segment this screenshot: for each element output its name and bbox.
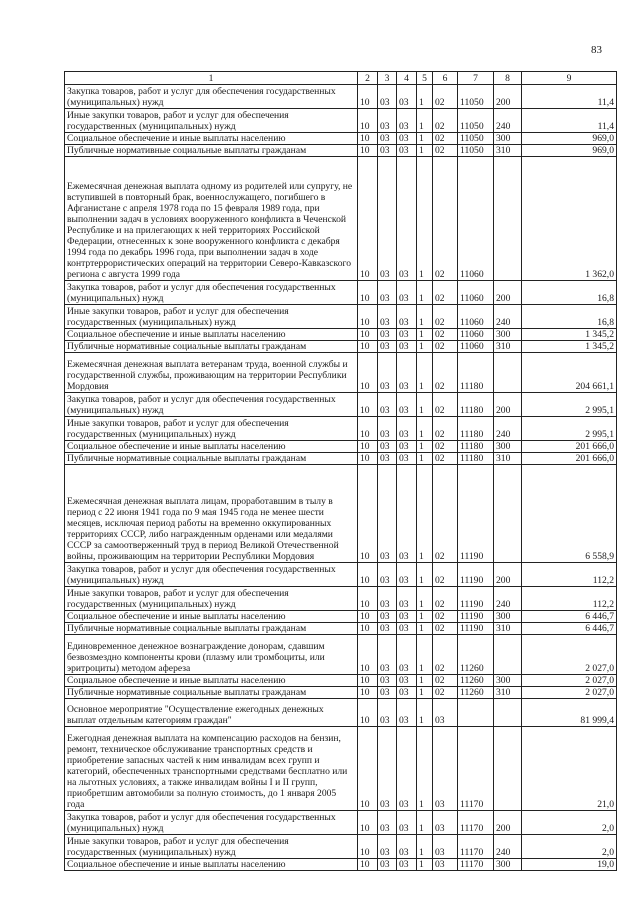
direction-code-cell: 11170 [458, 727, 494, 811]
table-body [65, 85, 617, 871]
column-header: 3 [378, 72, 397, 85]
direction-code-cell: 11060 [458, 157, 494, 281]
table-row [65, 675, 617, 687]
item-name-cell: Ежегодная денежная выплата на компенсацию расходов на бензин, ремонт, техническое обслуживание транспортных средств и приобретение запасных частей к ним инвалидам всех групп и категорий, обеспеченных транспортными средствами бесплатно или на льготных условиях, а также инвалидам войны I и II групп, приобретшим автомобили за полную стоимость, до 1 января 2005 года [65, 727, 358, 811]
subsection-code-cell: 03 [378, 563, 397, 587]
amount-cell: 2 995,1 [522, 393, 617, 417]
item-name-cell: Иные закупки товаров, работ и услуг для обеспечения государственных (муниципальных) нужд [65, 109, 358, 133]
direction-code-cell: 11190 [458, 611, 494, 623]
amount-cell: 969,0 [522, 133, 617, 145]
program-code-cell: 03 [397, 465, 417, 563]
item-name-cell: Социальное обеспечение и иные выплаты населению [65, 859, 358, 871]
program-code-cell: 03 [397, 687, 417, 699]
program-code-cell: 03 [397, 623, 417, 635]
subsection-code-cell: 03 [378, 281, 397, 305]
direction-code-cell: 11170 [458, 811, 494, 835]
table-row [65, 835, 617, 859]
subsection-code-cell: 03 [378, 453, 397, 465]
amount-cell: 2 027,0 [522, 635, 617, 675]
item-name-cell: Социальное обеспечение и иные выплаты населению [65, 675, 358, 687]
section-code-cell: 10 [358, 393, 378, 417]
item-name-cell: Закупка товаров, работ и услуг для обеспечения государственных (муниципальных) нужд [65, 563, 358, 587]
subprogram-code-cell: 1 [417, 393, 433, 417]
program-code-cell: 03 [397, 145, 417, 157]
table-row [65, 441, 617, 453]
event-code-cell: 02 [433, 453, 458, 465]
section-code-cell: 10 [358, 145, 378, 157]
program-code-cell: 03 [397, 563, 417, 587]
item-name-cell: Закупка товаров, работ и услуг для обеспечения государственных (муниципальных) нужд [65, 393, 358, 417]
section-code-cell: 10 [358, 281, 378, 305]
expense-type-code-cell: 310 [494, 623, 522, 635]
expense-type-code-cell: 240 [494, 587, 522, 611]
subsection-code-cell: 03 [378, 353, 397, 393]
item-name-cell: Иные закупки товаров, работ и услуг для обеспечения государственных (муниципальных) нужд [65, 835, 358, 859]
section-code-cell: 10 [358, 441, 378, 453]
program-code-cell: 03 [397, 305, 417, 329]
section-code-cell: 10 [358, 835, 378, 859]
event-code-cell: 02 [433, 281, 458, 305]
amount-cell: 112,2 [522, 587, 617, 611]
program-code-cell: 03 [397, 133, 417, 145]
amount-cell: 2,0 [522, 835, 617, 859]
program-code-cell: 03 [397, 587, 417, 611]
table-row [65, 393, 617, 417]
item-name-cell: Публичные нормативные социальные выплаты гражданам [65, 453, 358, 465]
table-row [65, 157, 617, 281]
section-code-cell: 10 [358, 859, 378, 871]
item-name-cell: Социальное обеспечение и иные выплаты населению [65, 133, 358, 145]
program-code-cell: 03 [397, 85, 417, 109]
column-header: 1 [65, 72, 358, 85]
item-name-cell: Единовременное денежное вознаграждение донорам, сдавшим безвозмездно компоненты крови (плазму или тромбоциты, или эритроциты) методом афереза [65, 635, 358, 675]
column-header: 4 [397, 72, 417, 85]
subprogram-code-cell: 1 [417, 563, 433, 587]
direction-code-cell: 11180 [458, 441, 494, 453]
item-name-cell: Социальное обеспечение и иные выплаты населению [65, 441, 358, 453]
expense-type-code-cell: 310 [494, 145, 522, 157]
program-code-cell: 03 [397, 441, 417, 453]
direction-code-cell: 11180 [458, 353, 494, 393]
subsection-code-cell: 03 [378, 727, 397, 811]
direction-code-cell: 11050 [458, 145, 494, 157]
expense-type-code-cell: 300 [494, 441, 522, 453]
amount-cell: 11,4 [522, 85, 617, 109]
expense-type-code-cell [494, 157, 522, 281]
direction-code-cell: 11260 [458, 635, 494, 675]
subsection-code-cell: 03 [378, 441, 397, 453]
subsection-code-cell: 03 [378, 305, 397, 329]
expense-type-code-cell [494, 635, 522, 675]
direction-code-cell: 11050 [458, 109, 494, 133]
program-code-cell: 03 [397, 835, 417, 859]
table-row [65, 859, 617, 871]
event-code-cell: 03 [433, 835, 458, 859]
event-code-cell: 02 [433, 687, 458, 699]
subprogram-code-cell: 1 [417, 727, 433, 811]
table-row [65, 727, 617, 811]
amount-cell: 201 666,0 [522, 441, 617, 453]
amount-cell: 21,0 [522, 727, 617, 811]
subsection-code-cell: 03 [378, 417, 397, 441]
subprogram-code-cell: 1 [417, 157, 433, 281]
amount-cell: 2 027,0 [522, 687, 617, 699]
subsection-code-cell: 03 [378, 587, 397, 611]
amount-cell: 6 446,7 [522, 611, 617, 623]
program-code-cell: 03 [397, 699, 417, 727]
table-row [65, 353, 617, 393]
section-code-cell: 10 [358, 109, 378, 133]
table-row [65, 305, 617, 329]
amount-cell: 6 446,7 [522, 623, 617, 635]
expense-type-code-cell: 200 [494, 85, 522, 109]
program-code-cell: 03 [397, 329, 417, 341]
expense-type-code-cell: 300 [494, 859, 522, 871]
subprogram-code-cell: 1 [417, 859, 433, 871]
section-code-cell: 10 [358, 465, 378, 563]
section-code-cell: 10 [358, 687, 378, 699]
event-code-cell: 02 [433, 675, 458, 687]
table-row [65, 453, 617, 465]
table-row [65, 85, 617, 109]
subsection-code-cell: 03 [378, 393, 397, 417]
column-header: 7 [458, 72, 494, 85]
event-code-cell: 02 [433, 109, 458, 133]
column-header: 8 [494, 72, 522, 85]
program-code-cell: 03 [397, 109, 417, 133]
expense-type-code-cell: 240 [494, 417, 522, 441]
program-code-cell: 03 [397, 675, 417, 687]
subprogram-code-cell: 1 [417, 835, 433, 859]
section-code-cell: 10 [358, 623, 378, 635]
section-code-cell: 10 [358, 353, 378, 393]
event-code-cell: 02 [433, 465, 458, 563]
column-header: 5 [417, 72, 433, 85]
event-code-cell: 03 [433, 811, 458, 835]
subsection-code-cell: 03 [378, 835, 397, 859]
section-code-cell: 10 [358, 699, 378, 727]
direction-code-cell [458, 699, 494, 727]
event-code-cell: 02 [433, 353, 458, 393]
section-code-cell: 10 [358, 453, 378, 465]
subprogram-code-cell: 1 [417, 305, 433, 329]
expense-type-code-cell: 240 [494, 835, 522, 859]
subprogram-code-cell: 1 [417, 675, 433, 687]
direction-code-cell: 11060 [458, 341, 494, 353]
event-code-cell: 02 [433, 329, 458, 341]
expense-type-code-cell [494, 699, 522, 727]
program-code-cell: 03 [397, 453, 417, 465]
event-code-cell: 02 [433, 611, 458, 623]
event-code-cell: 02 [433, 417, 458, 441]
section-code-cell: 10 [358, 587, 378, 611]
column-header: 9 [522, 72, 617, 85]
expense-type-code-cell: 200 [494, 563, 522, 587]
subsection-code-cell: 03 [378, 85, 397, 109]
subprogram-code-cell: 1 [417, 465, 433, 563]
subsection-code-cell: 03 [378, 133, 397, 145]
event-code-cell: 03 [433, 859, 458, 871]
direction-code-cell: 11260 [458, 675, 494, 687]
section-code-cell: 10 [358, 727, 378, 811]
subsection-code-cell: 03 [378, 329, 397, 341]
direction-code-cell: 11170 [458, 859, 494, 871]
section-code-cell: 10 [358, 563, 378, 587]
header-row [65, 72, 617, 85]
expense-type-code-cell: 300 [494, 611, 522, 623]
table-row [65, 417, 617, 441]
item-name-cell: Ежемесячная денежная выплата ветеранам труда, военной службы и государственной службы, проживающим на территории Республики Мордовия [65, 353, 358, 393]
expense-type-code-cell: 310 [494, 341, 522, 353]
table-row [65, 281, 617, 305]
item-name-cell: Закупка товаров, работ и услуг для обеспечения государственных (муниципальных) нужд [65, 85, 358, 109]
subprogram-code-cell: 1 [417, 441, 433, 453]
section-code-cell: 10 [358, 85, 378, 109]
direction-code-cell: 11060 [458, 305, 494, 329]
amount-cell: 1 345,2 [522, 329, 617, 341]
table-row [65, 109, 617, 133]
item-name-cell: Закупка товаров, работ и услуг для обеспечения государственных (муниципальных) нужд [65, 811, 358, 835]
event-code-cell: 02 [433, 623, 458, 635]
table-row [65, 611, 617, 623]
amount-cell: 969,0 [522, 145, 617, 157]
amount-cell: 16,8 [522, 281, 617, 305]
expense-type-code-cell: 300 [494, 133, 522, 145]
item-name-cell: Публичные нормативные социальные выплаты гражданам [65, 145, 358, 157]
section-code-cell: 10 [358, 305, 378, 329]
item-name-cell: Социальное обеспечение и иные выплаты населению [65, 329, 358, 341]
event-code-cell: 02 [433, 635, 458, 675]
event-code-cell: 02 [433, 563, 458, 587]
subprogram-code-cell: 1 [417, 587, 433, 611]
amount-cell: 112,2 [522, 563, 617, 587]
direction-code-cell: 11190 [458, 623, 494, 635]
item-name-cell: Иные закупки товаров, работ и услуг для обеспечения государственных (муниципальных) нужд [65, 305, 358, 329]
table-row [65, 623, 617, 635]
item-name-cell: Основное мероприятие "Осуществление ежегодных денежных выплат отдельным категориям граждан" [65, 699, 358, 727]
subprogram-code-cell: 1 [417, 611, 433, 623]
item-name-cell: Публичные нормативные социальные выплаты гражданам [65, 687, 358, 699]
expense-type-code-cell: 200 [494, 281, 522, 305]
item-name-cell: Иные закупки товаров, работ и услуг для обеспечения государственных (муниципальных) нужд [65, 417, 358, 441]
direction-code-cell: 11060 [458, 281, 494, 305]
program-code-cell: 03 [397, 611, 417, 623]
table-row [65, 587, 617, 611]
subprogram-code-cell: 1 [417, 635, 433, 675]
event-code-cell: 02 [433, 85, 458, 109]
program-code-cell: 03 [397, 341, 417, 353]
column-header: 6 [433, 72, 458, 85]
item-name-cell: Ежемесячная денежная выплата одному из родителей или супругу, не вступившей в повторный брак, военнослужащего, погибшего в Афганистане с апреля 1978 года по 15 февраля 1989 года, при выполнении задач в условиях вооруженного конфликта в Чеченской Республике и на прилегающих к ней территориях Российской Федерации, отнесенных к зоне вооруженного конфликта с декабря 1994 года по декабрь 1996 года, при выполнении задач в ходе контртеррористических операций на территории Северо-Кавказского региона с августа 1999 года [65, 157, 358, 281]
subsection-code-cell: 03 [378, 699, 397, 727]
direction-code-cell: 11190 [458, 465, 494, 563]
direction-code-cell: 11180 [458, 393, 494, 417]
event-code-cell: 02 [433, 145, 458, 157]
program-code-cell: 03 [397, 157, 417, 281]
table-row [65, 699, 617, 727]
subprogram-code-cell: 1 [417, 145, 433, 157]
direction-code-cell: 11190 [458, 587, 494, 611]
program-code-cell: 03 [397, 859, 417, 871]
event-code-cell: 02 [433, 587, 458, 611]
section-code-cell: 10 [358, 611, 378, 623]
event-code-cell: 02 [433, 305, 458, 329]
amount-cell: 19,0 [522, 859, 617, 871]
expense-type-code-cell: 310 [494, 453, 522, 465]
subsection-code-cell: 03 [378, 465, 397, 563]
subprogram-code-cell: 1 [417, 687, 433, 699]
direction-code-cell: 11260 [458, 687, 494, 699]
amount-cell: 16,8 [522, 305, 617, 329]
item-name-cell: Публичные нормативные социальные выплаты гражданам [65, 341, 358, 353]
column-header: 2 [358, 72, 378, 85]
table-row [65, 329, 617, 341]
item-name-cell: Публичные нормативные социальные выплаты гражданам [65, 623, 358, 635]
direction-code-cell: 11050 [458, 85, 494, 109]
table-row [65, 133, 617, 145]
table-row [65, 563, 617, 587]
table-row [65, 687, 617, 699]
expense-type-code-cell: 240 [494, 109, 522, 133]
subsection-code-cell: 03 [378, 623, 397, 635]
event-code-cell: 03 [433, 727, 458, 811]
amount-cell: 6 558,9 [522, 465, 617, 563]
item-name-cell: Иные закупки товаров, работ и услуг для обеспечения государственных (муниципальных) нужд [65, 587, 358, 611]
event-code-cell: 02 [433, 157, 458, 281]
section-code-cell: 10 [358, 811, 378, 835]
subprogram-code-cell: 1 [417, 329, 433, 341]
table-row [65, 341, 617, 353]
event-code-cell: 02 [433, 133, 458, 145]
page-number: 83 [591, 44, 602, 56]
program-code-cell: 03 [397, 353, 417, 393]
subprogram-code-cell: 1 [417, 109, 433, 133]
item-name-cell: Ежемесячная денежная выплата лицам, проработавшим в тылу в период с 22 июня 1941 года по 9 мая 1945 года не менее шести месяцев, исключая период работы на временно оккупированных территориях СССР, либо награжденным орденами или медалями СССР за самоотверженный труд в период Великой Отечественной войны, проживающим на территории Республики Мордовия [65, 465, 358, 563]
subprogram-code-cell: 1 [417, 699, 433, 727]
subprogram-code-cell: 1 [417, 811, 433, 835]
direction-code-cell: 11170 [458, 835, 494, 859]
amount-cell: 11,4 [522, 109, 617, 133]
subsection-code-cell: 03 [378, 611, 397, 623]
direction-code-cell: 11050 [458, 133, 494, 145]
program-code-cell: 03 [397, 281, 417, 305]
subprogram-code-cell: 1 [417, 417, 433, 441]
expense-type-code-cell: 200 [494, 811, 522, 835]
amount-cell: 2 027,0 [522, 675, 617, 687]
expense-type-code-cell [494, 353, 522, 393]
event-code-cell: 02 [433, 441, 458, 453]
table-row [65, 811, 617, 835]
expense-type-code-cell: 200 [494, 393, 522, 417]
amount-cell: 2,0 [522, 811, 617, 835]
event-code-cell: 02 [433, 393, 458, 417]
expense-type-code-cell [494, 465, 522, 563]
amount-cell: 81 999,4 [522, 699, 617, 727]
subsection-code-cell: 03 [378, 635, 397, 675]
subsection-code-cell: 03 [378, 109, 397, 133]
expense-type-code-cell: 310 [494, 687, 522, 699]
expense-type-code-cell: 300 [494, 329, 522, 341]
subsection-code-cell: 03 [378, 145, 397, 157]
subsection-code-cell: 03 [378, 157, 397, 281]
subprogram-code-cell: 1 [417, 133, 433, 145]
section-code-cell: 10 [358, 341, 378, 353]
program-code-cell: 03 [397, 811, 417, 835]
direction-code-cell: 11180 [458, 417, 494, 441]
item-name-cell: Закупка товаров, работ и услуг для обеспечения государственных (муниципальных) нужд [65, 281, 358, 305]
subprogram-code-cell: 1 [417, 341, 433, 353]
program-code-cell: 03 [397, 393, 417, 417]
table-header [65, 72, 617, 85]
subprogram-code-cell: 1 [417, 85, 433, 109]
amount-cell: 1 362,0 [522, 157, 617, 281]
subprogram-code-cell: 1 [417, 453, 433, 465]
subsection-code-cell: 03 [378, 687, 397, 699]
section-code-cell: 10 [358, 417, 378, 441]
direction-code-cell: 11180 [458, 453, 494, 465]
subsection-code-cell: 03 [378, 675, 397, 687]
section-code-cell: 10 [358, 329, 378, 341]
amount-cell: 201 666,0 [522, 453, 617, 465]
item-name-cell: Социальное обеспечение и иные выплаты населению [65, 611, 358, 623]
event-code-cell: 02 [433, 341, 458, 353]
section-code-cell: 10 [358, 157, 378, 281]
amount-cell: 204 661,1 [522, 353, 617, 393]
subsection-code-cell: 03 [378, 341, 397, 353]
event-code-cell: 03 [433, 699, 458, 727]
subsection-code-cell: 03 [378, 811, 397, 835]
expense-type-code-cell: 300 [494, 675, 522, 687]
section-code-cell: 10 [358, 133, 378, 145]
budget-table [64, 71, 617, 871]
program-code-cell: 03 [397, 417, 417, 441]
subsection-code-cell: 03 [378, 859, 397, 871]
subprogram-code-cell: 1 [417, 281, 433, 305]
direction-code-cell: 11060 [458, 329, 494, 341]
section-code-cell: 10 [358, 675, 378, 687]
expense-type-code-cell: 240 [494, 305, 522, 329]
subprogram-code-cell: 1 [417, 623, 433, 635]
subprogram-code-cell: 1 [417, 353, 433, 393]
expense-type-code-cell [494, 727, 522, 811]
program-code-cell: 03 [397, 635, 417, 675]
section-code-cell: 10 [358, 635, 378, 675]
amount-cell: 1 345,2 [522, 341, 617, 353]
table-row [65, 465, 617, 563]
program-code-cell: 03 [397, 727, 417, 811]
table-row [65, 635, 617, 675]
direction-code-cell: 11190 [458, 563, 494, 587]
amount-cell: 2 995,1 [522, 417, 617, 441]
table-row [65, 145, 617, 157]
